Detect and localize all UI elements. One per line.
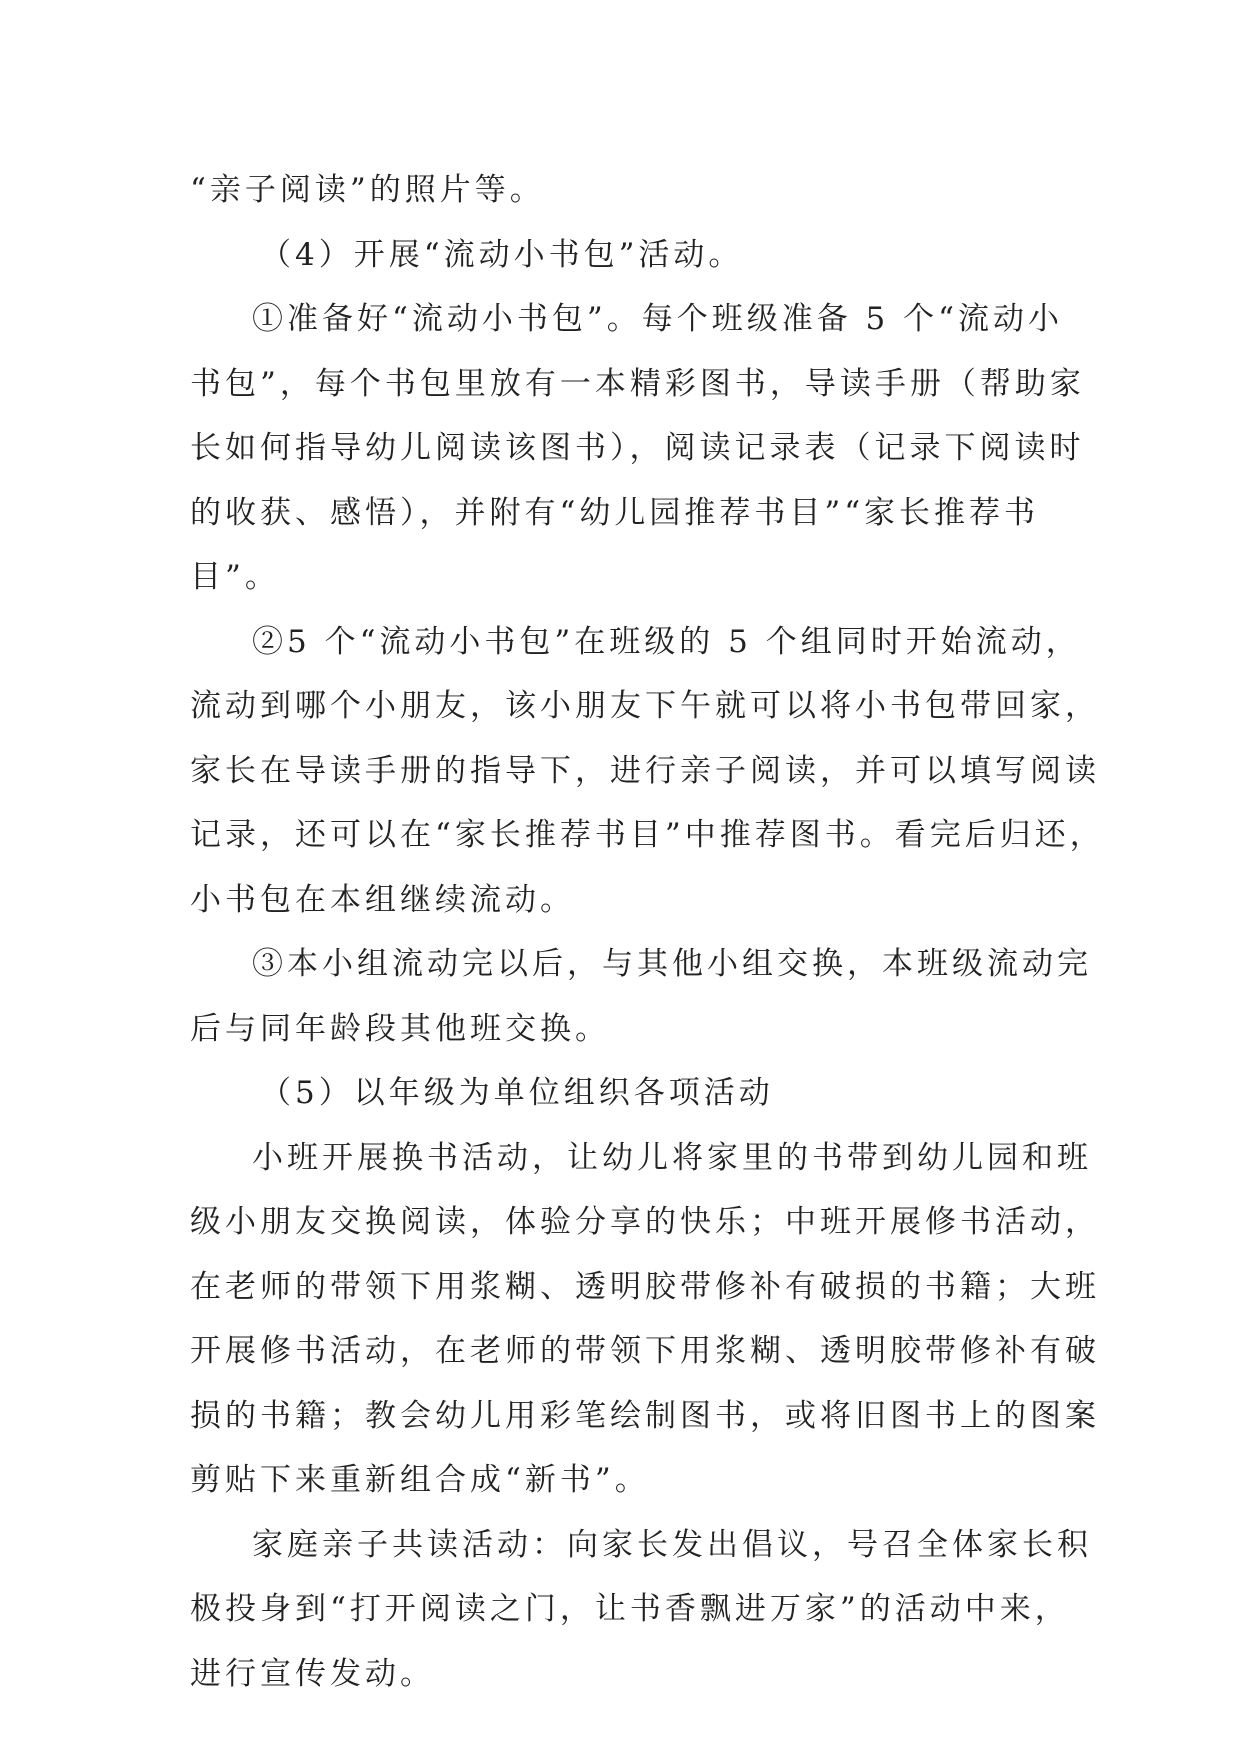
- paragraph-line: 的收获、感悟），并附有“幼儿园推荐书目”“家长推荐书: [190, 494, 1040, 531]
- paragraph-line: 长如何指导幼儿阅读该图书），阅读记录表（记录下阅读时: [190, 430, 1085, 466]
- paragraph-line: 在老师的带领下用浆糊、透明胶带修补有破损的书籍；大班: [190, 1268, 1100, 1305]
- paragraph-line: 进行宣传发动。: [190, 1655, 435, 1692]
- paragraph-line: 级小朋友交换阅读，体验分享的快乐；中班开展修书活动，: [190, 1204, 1100, 1240]
- document-body: [190, 158, 1105, 1706]
- paragraph-line: 开展修书活动，在老师的带领下用浆糊、透明胶带修补有破: [190, 1333, 1100, 1369]
- paragraph-line: ①准备好“流动小书包”。每个班级准备 5 个“流动小: [252, 301, 1063, 337]
- paragraph-line: ③本小组流动完以后，与其他小组交换，本班级流动完: [252, 946, 1092, 982]
- paragraph-line: 书包”，每个书包里放有一本精彩图书，导读手册（帮助家: [190, 365, 1085, 402]
- section-heading-5: （5）以年级为单位组织各项活动: [260, 1075, 774, 1111]
- paragraph-line: 家庭亲子共读活动：向家长发出倡议，号召全体家长积: [252, 1526, 1092, 1563]
- paragraph-line: 剪贴下来重新组合成“新书”。: [190, 1462, 650, 1498]
- paragraph-line: 后与同年龄段其他班交换。: [190, 1010, 610, 1047]
- section-heading-4: （4）开展“流动小书包”活动。: [260, 236, 744, 273]
- paragraph-line: ②5 个“流动小书包”在班级的 5 个组同时开始流动，: [252, 623, 1081, 660]
- paragraph-line: 小班开展换书活动，让幼儿将家里的书带到幼儿园和班: [252, 1139, 1092, 1176]
- paragraph-line: 记录，还可以在“家长推荐书目”中推荐图书。看完后归还，: [190, 817, 1105, 853]
- paragraph-line: 目”。: [190, 559, 280, 595]
- paragraph-line: 家长在导读手册的指导下，进行亲子阅读，并可以填写阅读: [190, 752, 1100, 789]
- paragraph-line: 损的书籍；教会幼儿用彩笔绘制图书，或将旧图书上的图案: [190, 1397, 1100, 1434]
- text-line: “亲子阅读”的照片等。: [190, 172, 545, 208]
- paragraph-line: 小书包在本组继续流动。: [190, 881, 575, 918]
- paragraph-line: 极投身到“打开阅读之门，让书香飘进万家”的活动中来，: [190, 1591, 1070, 1627]
- paragraph-line: 流动到哪个小朋友，该小朋友下午就可以将小书包带回家，: [190, 688, 1100, 724]
